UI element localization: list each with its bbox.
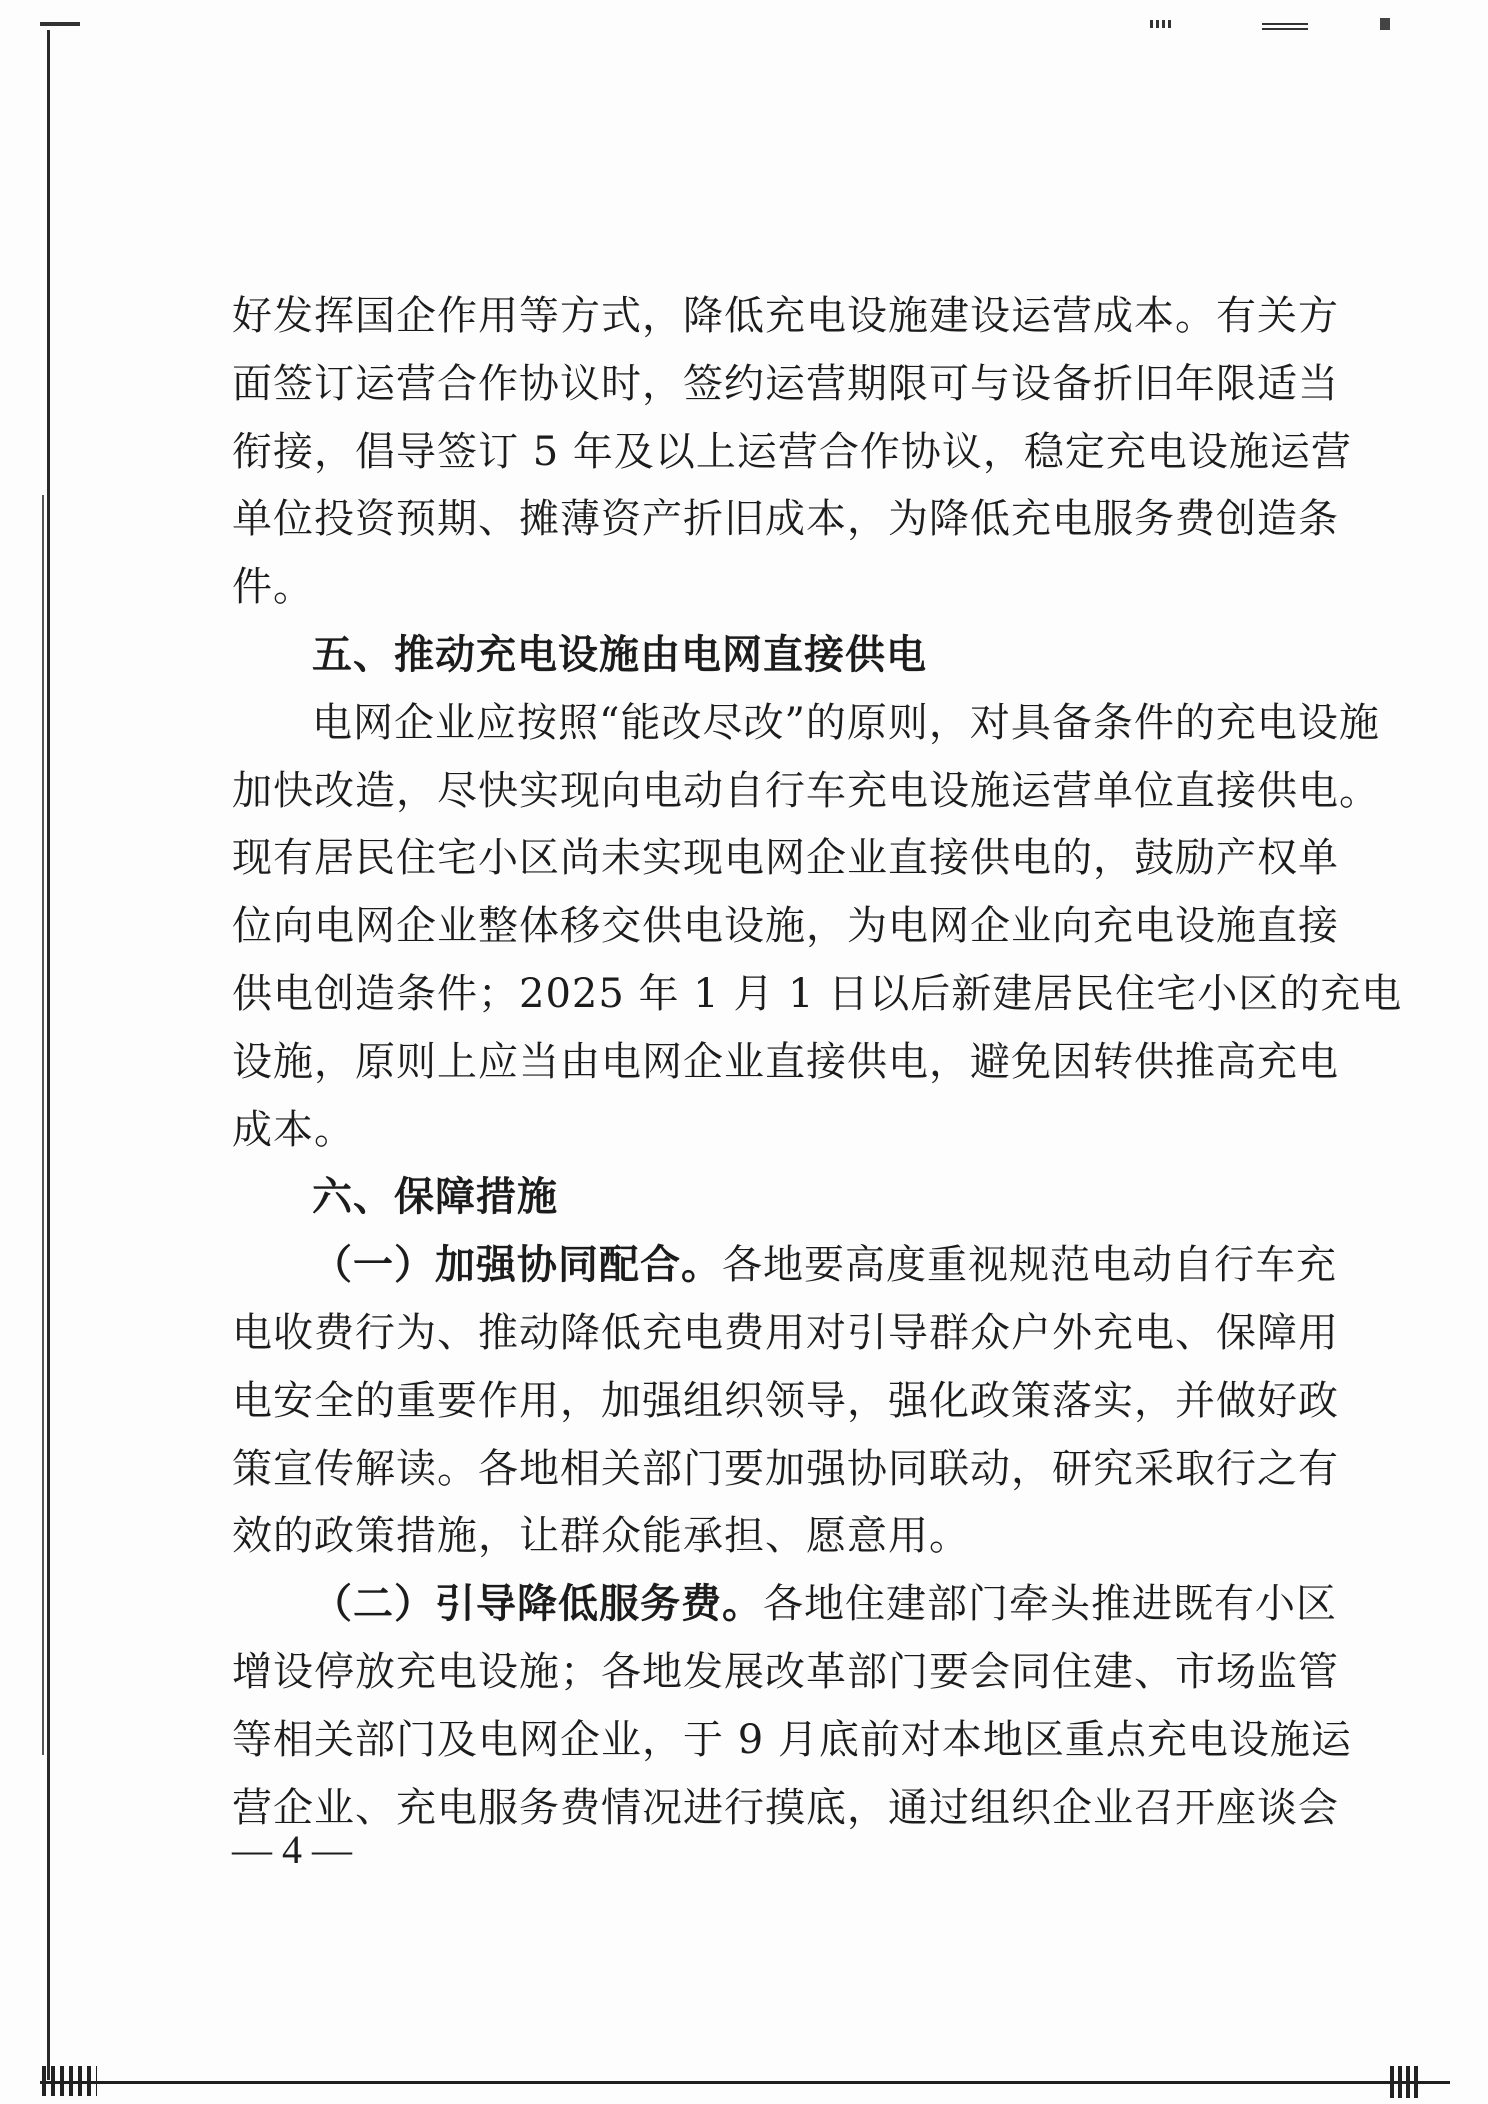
text-line: 单位投资预期、摊薄资产折旧成本，为降低充电服务费创造条 bbox=[232, 496, 1339, 543]
scan-mark-top bbox=[1150, 20, 1174, 28]
scan-border-bottom bbox=[40, 2081, 1450, 2084]
text-line: 等相关部门及电网企业，于 9 月底前对本地区重点充电设施运 bbox=[232, 1716, 1352, 1763]
text-line: 现有居民住宅小区尚未实现电网企业直接供电的，鼓励产权单 bbox=[232, 835, 1339, 882]
scan-mark-bottom-left bbox=[42, 2066, 97, 2096]
text-line: 效的政策措施，让群众能承担、愿意用。 bbox=[232, 1513, 970, 1560]
text-line: 成本。 bbox=[232, 1106, 355, 1153]
text-line: 电收费行为、推动降低充电费用对引导群众户外充电、保障用 bbox=[232, 1309, 1339, 1356]
text-line: 电网企业应按照“能改尽改”的原则，对具备条件的充电设施 bbox=[312, 699, 1380, 746]
text-line: 营企业、充电服务费情况进行摸底，通过组织企业召开座谈会 bbox=[232, 1784, 1339, 1831]
section-heading: 五、推动充电设施由电网直接供电 bbox=[312, 631, 927, 678]
scan-border-left bbox=[47, 30, 50, 2080]
section-heading: 六、保障措施 bbox=[312, 1174, 558, 1221]
text-line: 好发挥国企作用等方式，降低充电设施建设运营成本。有关方 bbox=[232, 293, 1339, 339]
text-line: 增设停放充电设施；各地发展改革部门要会同住建、市场监管 bbox=[232, 1648, 1339, 1695]
text-line bbox=[232, 1571, 1337, 1639]
document-body bbox=[232, 283, 1403, 1842]
scan-border-left-inner bbox=[42, 495, 44, 1755]
text-line: 策宣传解读。各地相关部门要加强协同联动，研究采取行之有 bbox=[232, 1445, 1339, 1492]
text-line: 件。 bbox=[232, 564, 314, 611]
scan-mark-top-left bbox=[40, 22, 80, 26]
scan-mark-top bbox=[1262, 20, 1308, 30]
text-line bbox=[232, 1232, 1337, 1300]
text-span: 各地要高度重视规范电动自行车充 bbox=[722, 1242, 1337, 1289]
scan-mark-bottom-right bbox=[1390, 2066, 1420, 2098]
scan-mark-top-right bbox=[1380, 18, 1390, 30]
page-number: — 4 — bbox=[232, 1827, 352, 1872]
text-line: 电安全的重要作用，加强组织领导，强化政策落实，并做好政 bbox=[232, 1377, 1339, 1424]
text-line: 位向电网企业整体移交供电设施，为电网企业向充电设施直接 bbox=[232, 903, 1339, 950]
text-span: 各地住建部门牵头推进既有小区 bbox=[763, 1581, 1337, 1628]
text-line: 加快改造，尽快实现向电动自行车充电设施运营单位直接供电。 bbox=[232, 767, 1380, 814]
text-line: 供电创造条件；2025 年 1 月 1 日以后新建居民住宅小区的充电 bbox=[232, 970, 1403, 1017]
subsection-lead: （二）引导降低服务费。 bbox=[312, 1581, 763, 1628]
text-line: 衔接，倡导签订 5 年及以上运营合作协议，稳定充电设施运营 bbox=[232, 428, 1352, 475]
text-line: 设施，原则上应当由电网企业直接供电，避免因转供推高充电 bbox=[232, 1038, 1339, 1085]
subsection-lead: （一）加强协同配合。 bbox=[312, 1242, 722, 1289]
text-line: 面签订运营合作协议时，签约运营期限可与设备折旧年限适当 bbox=[232, 360, 1339, 407]
